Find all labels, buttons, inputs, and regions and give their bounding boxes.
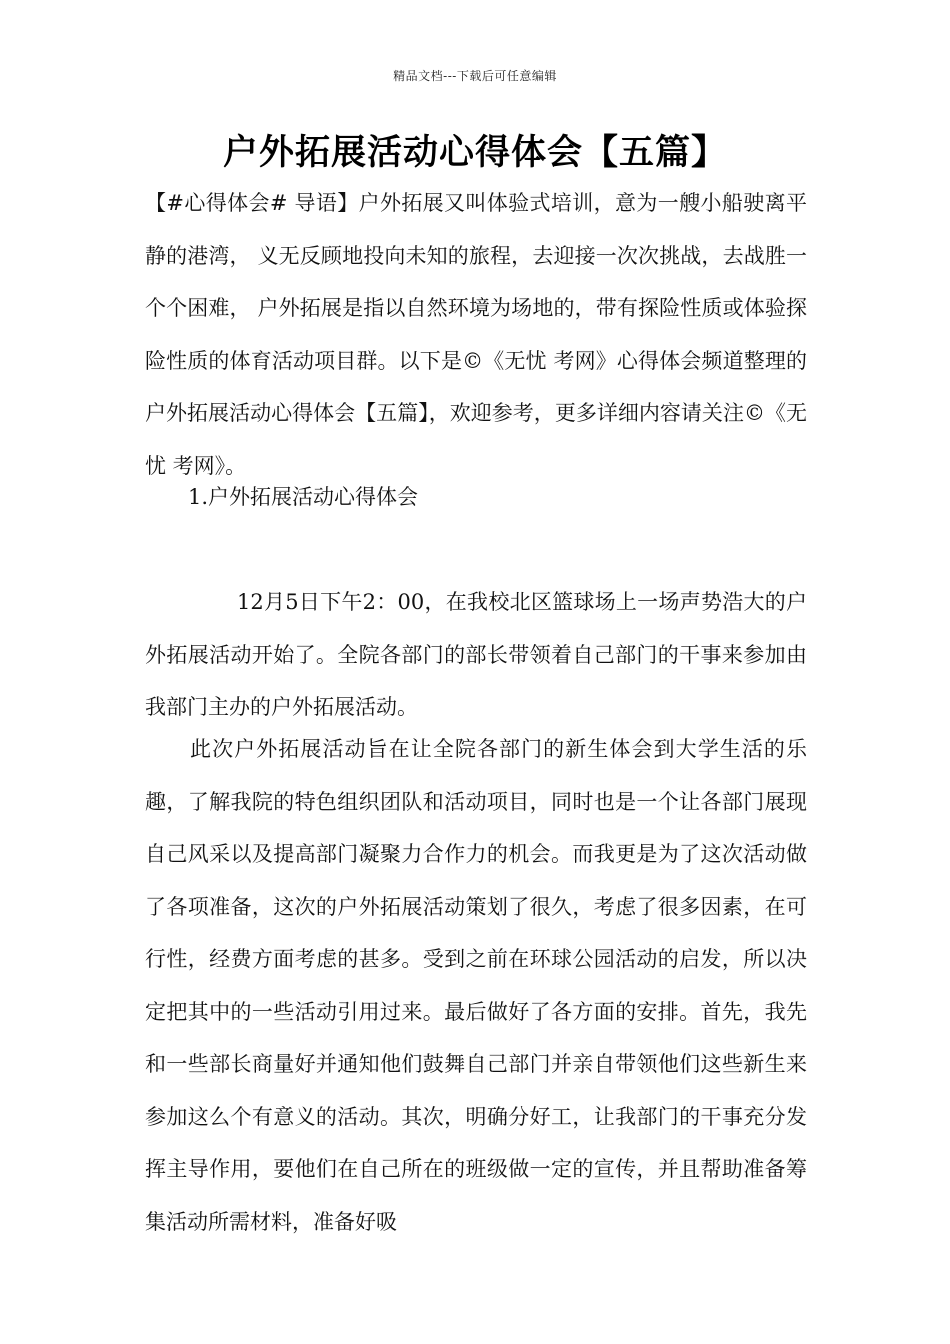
section-heading: 1.户外拓展活动心得体会 xyxy=(188,485,419,509)
document-title: 户外拓展活动心得体会【五篇】 xyxy=(222,132,727,173)
body-paragraph-2: 此次户外拓展活动旨在让全院各部门的新生体会到大学生活的乐趣，了解我院的特色组织团队和活动项目，同时也是一个让各部门展现自己风采以及提高部门凝聚力合作力的机会。而我更是为了这次活动做了各项准备，这次的户外拓展活动策划了很久，考虑了很多因素，在可行性，经费方面考虑的甚多。受到之前在环球公园活动的启发，所以决定把其中的一些活动引用过来。最后做好了各方面的安排。首先，我先和一些部长商量好并通知他们鼓舞自己部门并亲自带领他们这些新生来参加这么个有意义的活动。其次，明确分好工，让我部门的干事充分发挥主导作用，要他们在自己所在的班级做一定的宣传，并且帮助准备筹集活动所需材料，准备好吸 xyxy=(145,737,807,1234)
page-header: 精品文档---下载后可任意编辑 xyxy=(393,69,557,83)
intro-paragraph: 【#心得体会# 导语】户外拓展又叫体验式培训，意为一艘小船驶离平静的港湾， 义无反顾地投向未知的旅程，去迎接一次次挑战，去战胜一个个困难， 户外拓展是指以自然环境为场地的，带有探险性质或体验探险性质的体育活动项目群。以下是©《无忧 考网》心得体会频道整理的户外拓展活动心得体会【五篇】，欢迎参考，更多详细内容请关注©《无忧 考网》。 xyxy=(145,191,807,478)
body-paragraph-1: 12月5日下午2：00，在我校北区篮球场上一场声势浩大的户外拓展活动开始了。全院各部门的部长带领着自己部门的干事来参加由我部门主办的户外拓展活动。 xyxy=(145,590,807,719)
